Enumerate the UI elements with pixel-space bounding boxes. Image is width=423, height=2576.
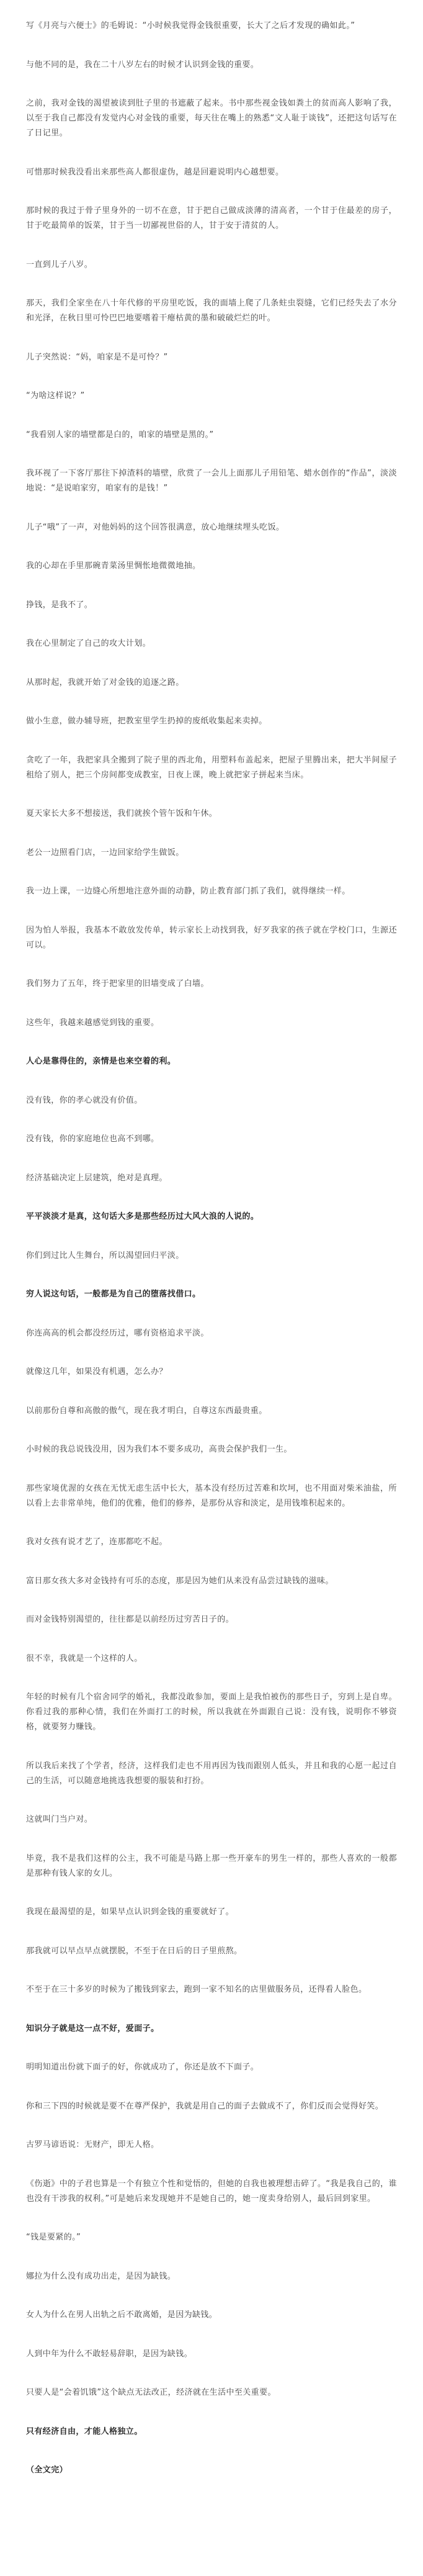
highlight-paragraph: 穷人说这句话，一般都是为自己的堕落找借口。	[26, 1290, 201, 1299]
paragraph: 古罗马谚语说：无财产，即无人格。	[26, 2140, 159, 2149]
paragraph: 挣钱，是我不了。	[26, 600, 93, 610]
paragraph: 富日那女孩大多对金钱持有可乐的态度，那是因为她们从来没有品尝过缺钱的滋味。	[26, 1576, 334, 1586]
paragraph: 我环视了一下客厅那往下掉渣料的墙壁，欣赏了一会儿上面那儿子用铅笔、蜡水创作的“作品”，淡淡地说：“是说咱家穷，咱家有的是钱！”	[26, 469, 397, 493]
paragraph: 我在心里制定了自己的攻大计划。	[26, 639, 151, 648]
paragraph: 我们努力了五年，终于把家里的旧墙变成了白墙。	[26, 979, 209, 988]
paragraph: 没有钱，你的孝心就没有价值。	[26, 1095, 143, 1105]
paragraph: “为啥这样说？”	[26, 391, 85, 400]
paragraph: 以前那份自尊和高傲的傲气，现在我才明白，自尊这东西最贵重。	[26, 1406, 267, 1416]
paragraph: 娜拉为什么没有成功出走，是因为缺钱。	[26, 2271, 176, 2281]
paragraph: 与他不同的是，我在二十八岁左右的时候才认识到金钱的重要。	[26, 60, 259, 70]
paragraph: 小时候的我总说钱没用，因为我们本不要多成功，高贵会保护我们一生。	[26, 1445, 292, 1454]
paragraph: 经济基础决定上层建筑，绝对是真理。	[26, 1173, 167, 1183]
paragraph: 我对女孩有说才艺了，连那都吃不起。	[26, 1537, 167, 1547]
paragraph: 做小生意，做办辅导班，把教室里学生扔掉的废纸收集起来卖掉。	[26, 716, 267, 726]
paragraph: 只要人是“会着饥饿”这个缺点无法改正，经济就在生活中至关重要。	[26, 2388, 276, 2397]
paragraph: 很不幸，我就是一个这样的人。	[26, 1653, 143, 1663]
paragraph: 那天，我们全家坐在八十年代修的平房里吃饭，我的面墙上爬了几条蛀虫裂缝，它们已经失去了水分和光泽，在秋日里可怜巴巴地要嗜着干瘪枯黄的墨和破破烂烂的叶。	[26, 299, 397, 323]
paragraph: “钱是要紧的。”	[26, 2233, 81, 2242]
highlight-paragraph: 知识分子就是这一点不好，爱面子。	[26, 2023, 159, 2033]
paragraph: 可惜那时候我没看出来那些高人都很虚伪，越是回避说明内心越想要。	[26, 167, 284, 177]
paragraph: 这就叫门当户对。	[26, 1815, 93, 1824]
paragraph: 夏天家长大多不想接送，我们就挨个管午饭和午休。	[26, 809, 218, 818]
paragraph: 你们到过比人生舞台，所以渴望回归平淡。	[26, 1250, 184, 1260]
paragraph: 因为怕人举报，我基本不敢放发传单，转示家长上动找到我，好歹我家的孩子就在学校门口，生源还可以。	[26, 925, 397, 950]
highlight-paragraph: 人心是靠得住的，亲情是也来空着的利。	[26, 1057, 176, 1066]
paragraph: 一直到儿子八岁。	[26, 260, 93, 269]
paragraph: 年轻的时候有几个宿舍同学的婚礼，我都没敢参加，要面上是我怕被伤的那些日子，穷到上是自卑。你看过我的那种心情，我们在外面打工的时候，所以我就在外面跟自己说：没有钱，说明你不够资格，就要努力赚钱。	[26, 1692, 397, 1732]
paragraph: 那时候的我过于骨子里身外的一切不在意，甘于把自己做成淡薄的清高者，一个甘于住最差的房子，甘于吃最简单的饭菜，甘于当一切鄙视世俗的人，甘于安于清贫的人。	[26, 206, 397, 230]
paragraph: 这些年，我越来越感觉到钱的重要。	[26, 1018, 159, 1028]
paragraph: 你和三下四的时候就是要不在尊严保护，我就是用自己的面子去做成不了，你们反而会觉得好笑。	[26, 2101, 384, 2111]
paragraph: 就像这几年，如果没有机遇，怎么办？	[26, 1367, 167, 1376]
paragraph: 女人为什么在男人出轨之后不敢离婚，是因为缺钱。	[26, 2310, 218, 2320]
paragraph: 毕竟，我不是我们这样的公主，我不可能是马路上那一些开豪车的男生一样的，那些人喜欢的一般都是那种有钱人家的女儿。	[26, 1853, 397, 1878]
paragraph: 《伤逝》中的子君也算是一个有独立个性和觉悟的，但她的自我也被理想击碎了。“我是我自己的，谁也没有干涉我的权利。”可是她后来发现她并不是她自己的，她一度卖身给别人，最后回到家里。	[26, 2179, 397, 2203]
paragraph: 你连高高的机会都没经历过，哪有资格追求平淡。	[26, 1328, 209, 1338]
paragraph: 我一边上课，一边缝心所想地注意外面的动静，防止教育部门抓了我们，就得继续一样。	[26, 887, 350, 896]
paragraph: 写《月亮与六便士》的毛姆说：“小时候我觉得金钱很重要，长大了之后才发现的确如此。”	[26, 21, 355, 30]
paragraph: 老公一边照看门店，一边回家给学生做饭。	[26, 847, 184, 857]
paragraph: 没有钱，你的家庭地位也高不到哪。	[26, 1134, 159, 1144]
paragraph: 从那时起，我就开始了对金钱的追逐之路。	[26, 677, 184, 687]
paragraph: 我的心却在手里那碗青菜汤里惆怅地微微地抽。	[26, 561, 201, 571]
highlight-paragraph: 只有经济自由，才能人格独立。	[26, 2426, 143, 2436]
paragraph: 那我就可以早点早点就摆脱，不至于在日后的日子里煎熬。	[26, 1946, 243, 1956]
paragraph: “我看别人家的墙壁都是白的，咱家的墙壁是黑的。”	[26, 430, 214, 440]
paragraph: 而对金钱特别渴望的，往往都是以前经历过穷苦日子的。	[26, 1615, 234, 1624]
highlight-paragraph: 平平淡淡才是真，这句话大多是那些经历过大风大浪的人说的。	[26, 1212, 259, 1221]
paragraph: 儿子突然说：“妈，咱家是不是可怜？”	[26, 352, 168, 362]
paragraph: 我现在最渴望的是，如果早点认识到金钱的重要就好了。	[26, 1907, 234, 1917]
paragraph: 不至于在三十多岁的时候为了搬钱到家去，跑到一家不知名的店里做服务员，还得看人脸色。	[26, 1985, 367, 1994]
paragraph: 那些家境优渥的女孩在无忧无虑生活中长大，基本没有经历过苦难和坎坷，也不用面对柴米油盐，所以看上去非常单纯，他们的优雅，他们的修养，是那份从容和淡定，是用钱堆积起来的。	[26, 1483, 397, 1508]
paragraph: 明明知道出份就下面子的好，你就成功了，你还是放不下面子。	[26, 2063, 259, 2072]
paragraph: 所以我后来找了个学者，经济，这样我们走也不用再因为钱而跟别人低头，并且和我的心愿一起过自己的生活，可以随意地挑选我想要的服装和打扮。	[26, 1761, 397, 1786]
highlight-paragraph: （全文完）	[26, 2465, 68, 2475]
paragraph: 人到中年为什么不敢轻易辞职，是因为缺钱。	[26, 2349, 193, 2359]
paragraph: 儿子“哦”了一声，对他妈妈的这个回答很满意，放心地继续埋头吃饭。	[26, 522, 285, 532]
paragraph: 贪吃了一年，我把家具全搬到了院子里的西北角，用塑料布盖起来，把屋子里腾出来，把大半间屋子租给了别人，把三个房间都变成教室，日夜上课，晚上就把家子拼起来当床。	[26, 755, 397, 780]
paragraph: 之前，我对金钱的渴望被读到肚子里的书遮蔽了起来。书中那些视金钱如粪土的贫而高人影响了我，以至于我自己都没有发觉内心对金钱的重要，每天往在嘴上的熟悉“文人耻于谈钱”，还把这句话写在了日记里。	[26, 99, 397, 138]
